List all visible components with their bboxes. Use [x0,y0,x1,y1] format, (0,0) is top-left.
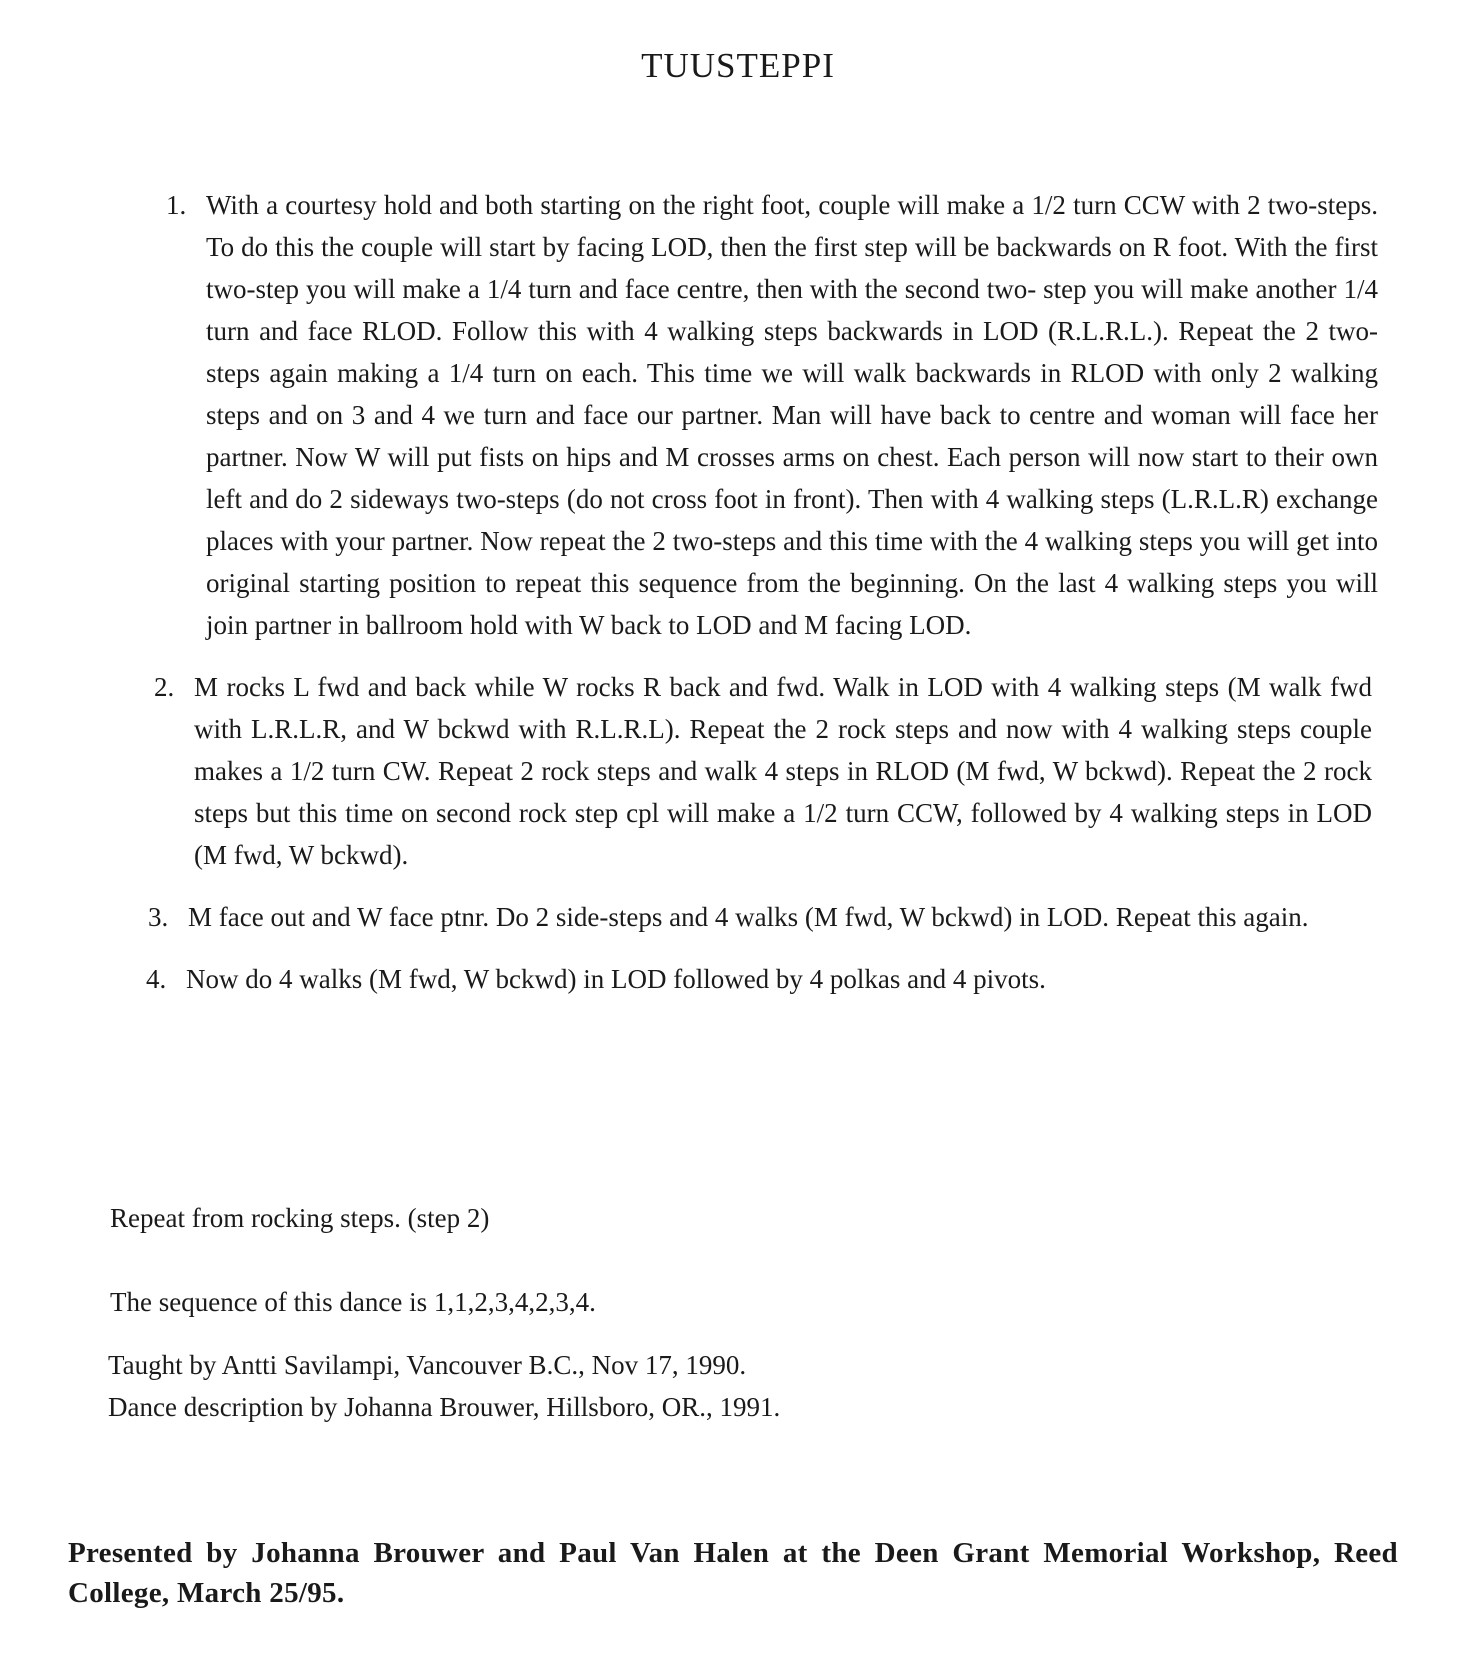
sequence-note: The sequence of this dance is 1,1,2,3,4,2,3,4. [110,1287,596,1317]
presented-by-footer: Presented by Johanna Brouwer and Paul Van Halen at the Deen Grant Memorial Workshop, Reed College, March 25/95. [68,1537,1398,1609]
step-1-number: 1. [166,190,187,220]
step-3 [0,896,1370,938]
step-4-number: 4. [146,964,167,994]
step-2-number: 2. [154,672,175,702]
step-1-text: With a courtesy hold and both starting on the right foot, couple will make a 1/2 turn CCW with 2 two-steps. To do this the couple will start by facing LOD, then the first step will be backwards on R foot. With the first two-step you will make a 1/4 turn and face centre, then with the second two- step you will make another 1/4 turn and face RLOD. Follow this with 4 walking steps backwards in LOD (R.L.R.L.). Repeat the 2 two-steps again making a 1/4 turn on each. This time we will walk backwards in RLOD with only 2 walking steps and on 3 and 4 we turn and face our partner. Man will have back to centre and woman will face her partner. Now W will put fists on hips and M crosses arms on chest. Each person will now start to their own left and do 2 sideways two-steps (do not cross foot in front). Then with 4 walking steps (L.R.L.R) exchange places with your partner. Now repeat the 2 two-steps and this time with the 4 walking steps you will get into original starting position to repeat this sequence from the beginning. On the last 4 walking steps you will join partner in ballroom hold with W back to LOD and M facing LOD. [206,190,1378,640]
step-1 [0,184,1378,646]
step-3-text: M face out and W face ptnr. Do 2 side-steps and 4 walks (M fwd, W bckwd) in LOD. Repeat this again. [188,902,1309,932]
step-4 [0,958,1370,1000]
description-by-line: Dance description by Johanna Brouwer, Hillsboro, OR., 1991. [108,1392,781,1422]
repeat-note: Repeat from rocking steps. (step 2) [110,1203,490,1233]
taught-by-line: Taught by Antti Savilampi, Vancouver B.C., Nov 17, 1990. [108,1350,747,1380]
step-2-text: M rocks L fwd and back while W rocks R back and fwd. Walk in LOD with 4 walking steps (M walk fwd with L.R.L.R, and W bckwd with R.L.R.L). Repeat the 2 rock steps and now with 4 walking steps couple makes a 1/2 turn CW. Repeat 2 rock steps and walk 4 steps in RLOD (M fwd, W bckwd). Repeat the 2 rock steps but this time on second rock step cpl will make a 1/2 turn CCW, followed by 4 walking steps in LOD (M fwd, W bckwd). [194,672,1372,870]
step-3-number: 3. [148,902,169,932]
step-4-text: Now do 4 walks (M fwd, W bckwd) in LOD followed by 4 polkas and 4 pivots. [186,964,1046,994]
dance-steps-list [0,184,1476,1000]
step-2 [0,666,1372,876]
document-title: TUUSTEPPI [641,46,835,85]
credits [108,1344,780,1428]
